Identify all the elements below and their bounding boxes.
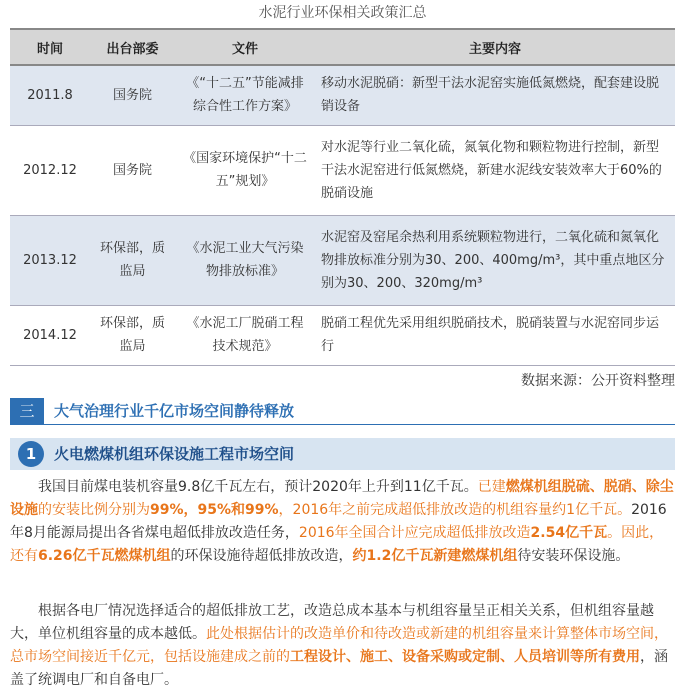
header-content: 主要内容 bbox=[315, 29, 675, 65]
text-span: ，2016年之前完成超低排放改造的机组容量约1亿千瓦。 bbox=[278, 502, 632, 518]
paragraph-1 bbox=[10, 476, 675, 568]
text-span: 约1.2亿千瓦新建燃煤机组 bbox=[352, 548, 518, 564]
table-header-row bbox=[10, 29, 675, 65]
cell-content: 脱硝工程优先采用组织脱硝技术，脱硝装置与水泥窑同步运行 bbox=[315, 305, 675, 365]
cell-document: 《水泥工业大气污染物排放标准》 bbox=[175, 215, 315, 305]
header-dept: 出台部委 bbox=[90, 29, 175, 65]
text-span: 99%，95%和99% bbox=[150, 502, 279, 518]
cell-dept: 国务院 bbox=[90, 125, 175, 215]
cell-content: 移动水泥脱硝：新型干法水泥窑实施低氮燃烧，配套建设脱销设备 bbox=[315, 65, 675, 125]
section-header bbox=[10, 398, 675, 425]
text-span: 的环保设施待超低排放改造， bbox=[170, 548, 353, 564]
cell-document: 《国家环境保护“十二五”规划》 bbox=[175, 125, 315, 215]
text-span: 。因此，还有 bbox=[10, 525, 664, 564]
table-title: 水泥行业环保相关政策汇总 bbox=[258, 5, 427, 21]
header-document: 文件 bbox=[175, 29, 315, 65]
subsection-number-badge: 1 bbox=[18, 441, 44, 467]
table-row bbox=[10, 125, 675, 215]
text-span: 的安装比例分别为 bbox=[38, 502, 150, 518]
cell-time: 2011.8 bbox=[10, 65, 90, 125]
policy-table bbox=[10, 28, 675, 366]
cell-dept: 环保部，质监局 bbox=[90, 215, 175, 305]
cell-document: 《水泥工厂脱硝工程技术规范》 bbox=[175, 305, 315, 365]
table-row bbox=[10, 305, 675, 365]
table-row bbox=[10, 215, 675, 305]
header-time: 时间 bbox=[10, 29, 90, 65]
subsection-title: 火电燃煤机组环保设施工程市场空间 bbox=[54, 445, 295, 463]
cell-content: 水泥窑及窑尾余热利用系统颗粒物进行，二氧化硫和氮氧化物排放标准分别为30、200、400mg/m³，其中重点地区分别为30、200、320mg/m³ bbox=[315, 215, 675, 305]
cell-time: 2012.12 bbox=[10, 125, 90, 215]
cell-time: 2014.12 bbox=[10, 305, 90, 365]
text-span: 工程设计、施工、设备采购或定制、人员培训等所有费用 bbox=[290, 649, 640, 665]
text-span: ，涵盖了统调电厂和自备电厂。 bbox=[10, 649, 668, 688]
subsection-header bbox=[10, 438, 675, 470]
text-span: 燃煤机组脱硫、脱硝、除尘设施 bbox=[10, 479, 674, 518]
section-title: 大气治理行业千亿市场空间静待释放 bbox=[54, 402, 295, 420]
text-span: 2016年全国合计应完成超低排放改造 bbox=[298, 525, 531, 541]
cell-document: 《“十二五”节能减排综合性工作方案》 bbox=[175, 65, 315, 125]
text-span: 根据各电厂情况选择适合的超低排放工艺，改造总成本基本与机组容量呈正相关关系，但机组容量越大，单位机组容量的成本越低。 bbox=[10, 603, 654, 642]
cell-content: 对水泥等行业二氧化硫，氮氧化物和颗粒物进行控制，新型干法水泥窑进行低氮燃烧，新建水泥线安装效率大于60%的脱硝设施 bbox=[315, 125, 675, 215]
cell-dept: 国务院 bbox=[90, 65, 175, 125]
cell-dept: 环保部，质监局 bbox=[90, 305, 175, 365]
section-number: 三 bbox=[10, 398, 44, 424]
text-span: 我国目前煤电装机容量9.8亿千瓦左右，预计2020年上升到11亿千瓦。 bbox=[38, 479, 478, 495]
text-span: 待安装环保设施。 bbox=[517, 548, 630, 564]
data-source-note: 数据来源：公开资料整理 bbox=[521, 373, 675, 389]
text-span: 6.26亿千瓦燃煤机组 bbox=[38, 548, 171, 564]
text-span: 2.54亿千瓦 bbox=[530, 525, 608, 541]
cell-time: 2013.12 bbox=[10, 215, 90, 305]
text-span: 此处根据估计的改造单价和待改造或新建的机组容量来计算整体市场空间，总市场空间接近千亿元，包括设施建成之前的 bbox=[10, 626, 668, 665]
text-span: 已建 bbox=[477, 479, 506, 495]
text-span: 2016年8月能源局提出各省煤电超低排放改造任务， bbox=[10, 502, 667, 541]
table-row bbox=[10, 65, 675, 125]
paragraph-2 bbox=[10, 600, 675, 692]
